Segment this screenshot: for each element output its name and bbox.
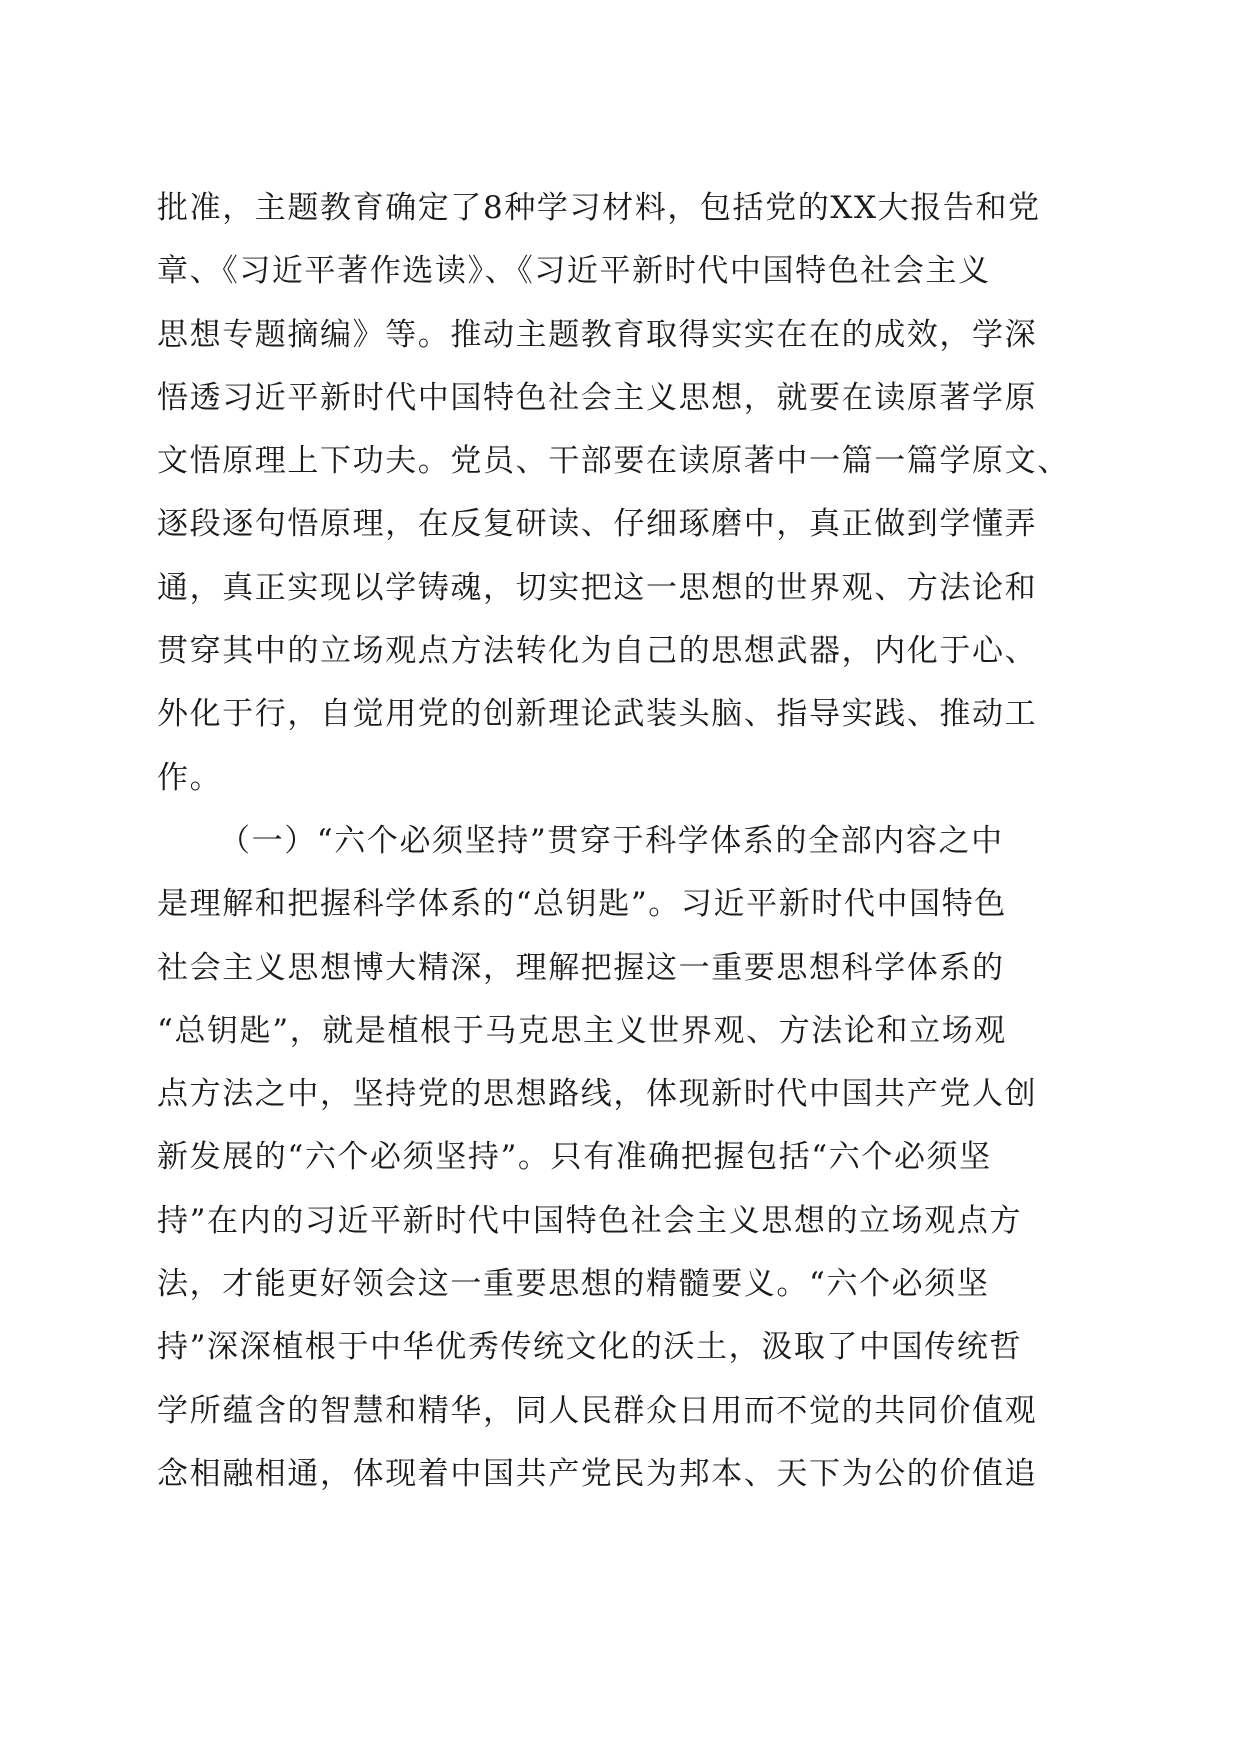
text-line: 持”在内的习近平新时代中国特色社会主义思想的立场观点方: [157, 1202, 1023, 1239]
text-line: 章、《习近平著作选读》、《习近平新时代中国特色社会主义: [157, 253, 991, 290]
text-line: 念相融相通，体现着中国共产党民为邦本、天下为公的价值追: [157, 1455, 1038, 1492]
section-heading-line: （一）“六个必须坚持”贯穿于科学体系的全部内容之中: [219, 822, 1004, 859]
text-line: 贯穿其中的立场观点方法转化为自己的思想武器，内化于心、: [157, 633, 1038, 670]
text-line: 作。: [157, 759, 223, 796]
text-line: 思想专题摘编》等。推动主题教育取得实实在在的成效，学深: [157, 316, 1038, 353]
text-line: 新发展的“六个必须坚持”。只有准确把握包括“六个必须坚: [157, 1139, 992, 1176]
text-line: 持”深深植根于中华优秀传统文化的沃土，汲取了中国传统哲: [157, 1329, 1023, 1366]
text-line: 逐段逐句悟原理，在反复研读、仔细琢磨中，真正做到学懂弄: [157, 506, 1038, 543]
text-line: 社会主义思想博大精深，理解把握这一重要思想科学体系的: [157, 949, 1005, 986]
text-line: 是理解和把握科学体系的“总钥匙”。习近平新时代中国特色: [157, 886, 1007, 923]
text-line: “总钥匙”，就是植根于马克思主义世界观、方法论和立场观: [157, 1012, 1007, 1049]
text-line: 悟透习近平新时代中国特色社会主义思想，就要在读原著学原: [157, 379, 1038, 416]
text-line: 学所蕴含的智慧和精华，同人民群众日用而不觉的共同价值观: [157, 1392, 1038, 1429]
body-text: [157, 188, 1097, 1517]
text-line: 法，才能更好领会这一重要思想的精髓要义。“六个必须坚: [157, 1266, 990, 1303]
text-line: 外化于行，自觉用党的创新理论武装头脑、指导实践、推动工: [157, 696, 1038, 733]
text-line: 文悟原理上下功夫。党员、干部要在读原著中一篇一篇学原文、: [157, 443, 1070, 480]
text-line: 通，真正实现以学铸魂，切实把这一思想的世界观、方法论和: [157, 569, 1038, 606]
text-line: 点方法之中，坚持党的思想路线，体现新时代中国共产党人创: [157, 1076, 1038, 1113]
text-line: 批准，主题教育确定了8种学习材料，包括党的XX大报告和党: [157, 190, 1041, 226]
